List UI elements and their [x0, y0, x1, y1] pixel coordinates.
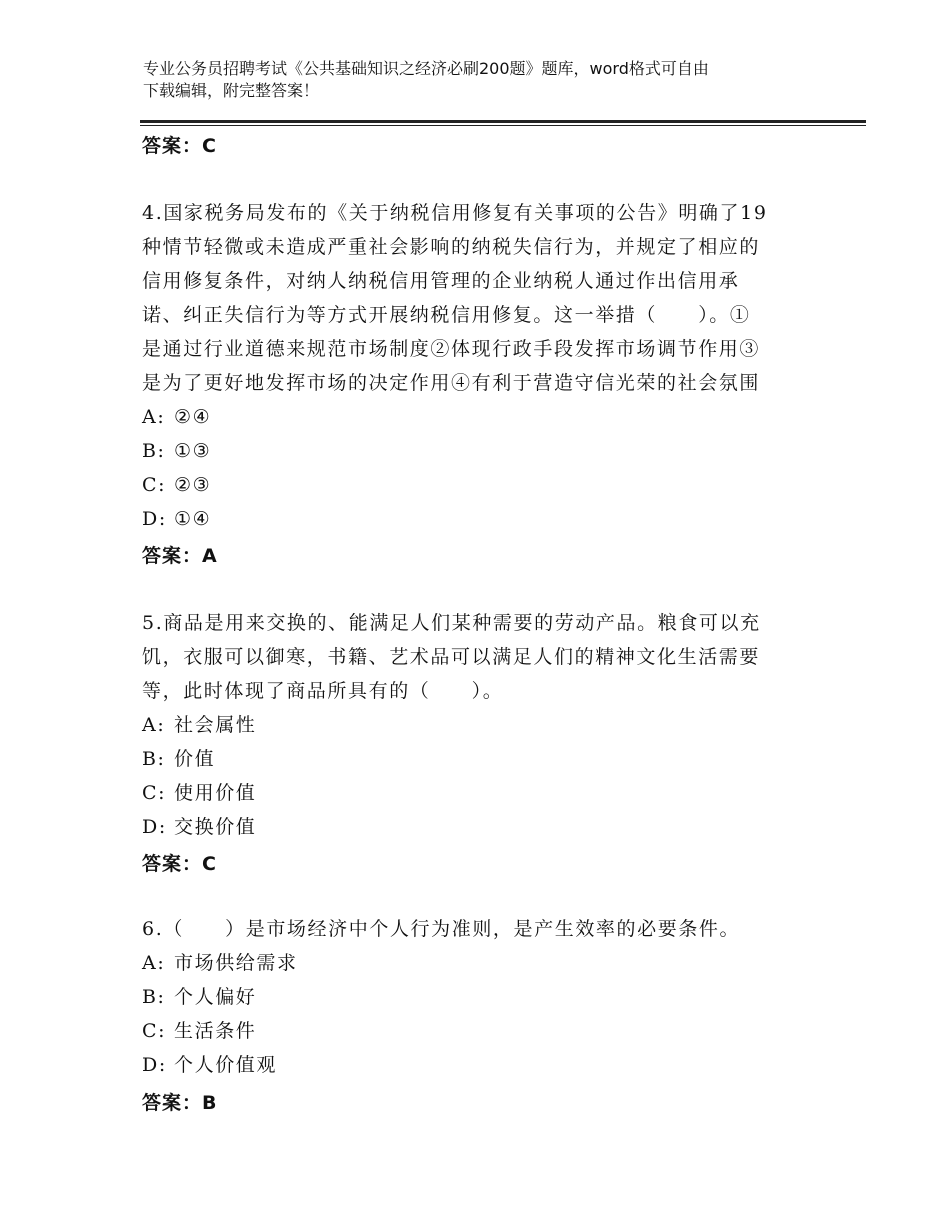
header-rule-thin — [140, 125, 866, 126]
option-text: ②④ — [174, 406, 212, 428]
header-line-1: 专业公务员招聘考试《公共基础知识之经济必刷200题》题库，word格式可自由 — [143, 59, 709, 78]
option-text: ①③ — [174, 440, 212, 462]
header-line-2: 下载编辑，附完整答案！ — [143, 81, 320, 100]
option-text: 个人价值观 — [174, 1054, 278, 1076]
option-text: 社会属性 — [174, 714, 257, 736]
option-text: 市场供给需求 — [174, 952, 298, 974]
option-letter: C: — [142, 474, 167, 496]
q6-option-c — [142, 1014, 256, 1048]
question-5-line: 5.商品是用来交换的、能满足人们某种需要的劳动产品。粮食可以充 — [142, 612, 761, 634]
q4-answer: 答案：A — [142, 545, 218, 567]
option-text: 个人偏好 — [174, 986, 257, 1008]
option-letter: D: — [142, 508, 167, 530]
q6-option-b — [142, 980, 256, 1014]
header-rule-thick — [140, 120, 866, 123]
document-header — [143, 58, 823, 102]
option-text: 使用价值 — [174, 782, 257, 804]
question-5-line: 饥，衣服可以御寒，书籍、艺术品可以满足人们的精神文化生活需要 — [142, 646, 761, 668]
question-5 — [142, 606, 802, 708]
question-4-line: 4.国家税务局发布的《关于纳税信用修复有关事项的公告》明确了19 — [142, 202, 768, 224]
option-letter: C: — [142, 782, 167, 804]
option-letter: B: — [142, 748, 166, 770]
question-4-line: 信用修复条件，对纳人纳税信用管理的企业纳税人通过作出信用承 — [142, 270, 740, 292]
q5-option-a — [142, 708, 256, 742]
q5-answer: 答案：C — [142, 853, 217, 875]
option-letter: A: — [142, 952, 166, 974]
option-letter: D: — [142, 1054, 167, 1076]
question-5-line: 等，此时体现了商品所具有的（ ）。 — [142, 680, 504, 702]
q6-answer: 答案：B — [142, 1092, 218, 1114]
question-6-line: 6.（ ）是市场经济中个人行为准则，是产生效率的必要条件。 — [142, 918, 741, 940]
option-text: 价值 — [174, 748, 216, 770]
q6-option-a — [142, 946, 298, 980]
option-text: 生活条件 — [174, 1020, 257, 1042]
question-6 — [142, 912, 802, 946]
option-letter: C: — [142, 1020, 167, 1042]
option-text: ②③ — [174, 474, 212, 496]
option-text: 交换价值 — [174, 816, 257, 838]
q5-option-b — [142, 742, 215, 776]
q4-option-a — [142, 400, 211, 434]
option-letter: A: — [142, 406, 166, 428]
q5-option-c — [142, 776, 256, 810]
question-4-line: 是为了更好地发挥市场的决定作用④有利于营造守信光荣的社会氛围 — [142, 372, 761, 394]
option-letter: D: — [142, 816, 167, 838]
answer-previous: 答案：C — [142, 135, 217, 157]
option-letter: B: — [142, 440, 166, 462]
option-letter: A: — [142, 714, 166, 736]
question-4 — [142, 196, 802, 400]
option-letter: B: — [142, 986, 166, 1008]
option-text: ①④ — [174, 508, 212, 530]
question-4-line: 是通过行业道德来规范市场制度②体现行政手段发挥市场调节作用③ — [142, 338, 761, 360]
q4-option-b — [142, 434, 211, 468]
question-4-line: 种情节轻微或未造成严重社会影响的纳税失信行为，并规定了相应的 — [142, 236, 761, 258]
q4-option-c — [142, 468, 211, 502]
q4-option-d — [142, 502, 211, 536]
q5-option-d — [142, 810, 256, 844]
q6-option-d — [142, 1048, 277, 1082]
question-4-line: 诺、纠正失信行为等方式开展纳税信用修复。这一举措（ ）。① — [142, 304, 751, 326]
